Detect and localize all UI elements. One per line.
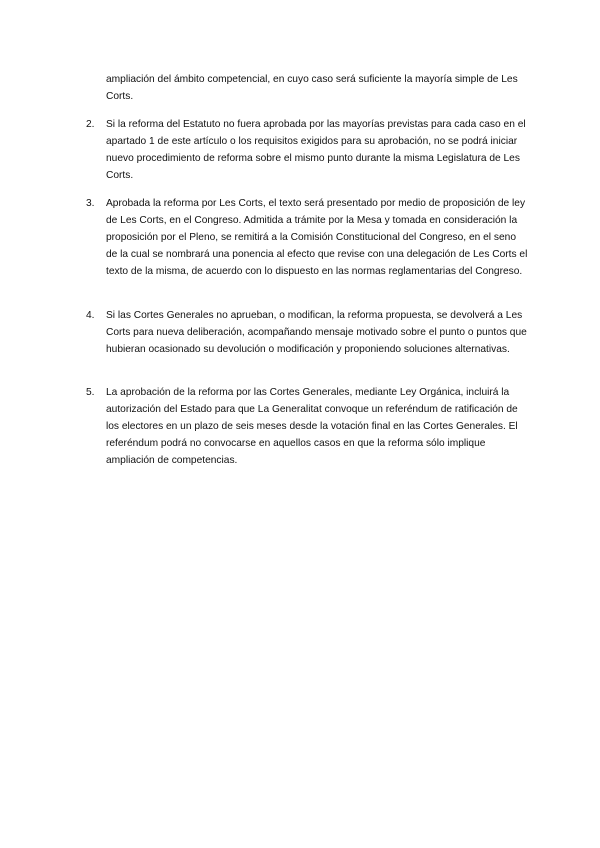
continuation-paragraph: ampliación del ámbito competencial, en cuyo caso será suficiente la mayoría simple de Les Corts. [106,74,518,102]
list-item-text: Aprobada la reforma por Les Corts, el texto será presentado por medio de proposición de ley de Les Corts, en el Congreso. Admitida a trámite por la Mesa y tomada en consideración la proposición por el Pleno, se remitirá a la Comisión Constitucional del Congreso, en el seno de la cual se nombrará una ponencia al efecto que revise con una delegación de Les Corts el texto de la misma, de acuerdo con lo dispuesto en las normas reglamentarias del Congreso. [106,198,528,277]
list-item-text: Si las Cortes Generales no aprueban, o modifican, la reforma propuesta, se devolverá a Les Corts para nueva deliberación, acompañando mensaje motivado sobre el punto o puntos que hubieran ocasionado su devolución o modificación y proponiendo soluciones alternativas. [106,310,527,355]
list-item-text: La aprobación de la reforma por las Cortes Generales, mediante Ley Orgánica, incluirá la autorización del Estado para que La Generalitat convoque un referéndum de ratificación de los electores en un plazo de seis meses desde la votación final en las Cortes Generales. El referéndum podrá no convocarse en aquellos casos en que la reforma sólo implique ampliación de competencias. [106,387,518,466]
list-item-number: 5. [86,387,95,398]
list-item-number: 4. [86,310,95,321]
list-item-number: 3. [86,198,95,209]
list-item-text: Si la reforma del Estatuto no fuera aprobada por las mayorías previstas para cada caso en el apartado 1 de este artículo o los requisitos exigidos para su aprobación, no se podrá iniciar nuevo procedimiento de reforma sobre el mismo punto durante la misma Legislatura de Les Corts. [106,119,526,181]
list-item-number: 2. [86,119,95,130]
